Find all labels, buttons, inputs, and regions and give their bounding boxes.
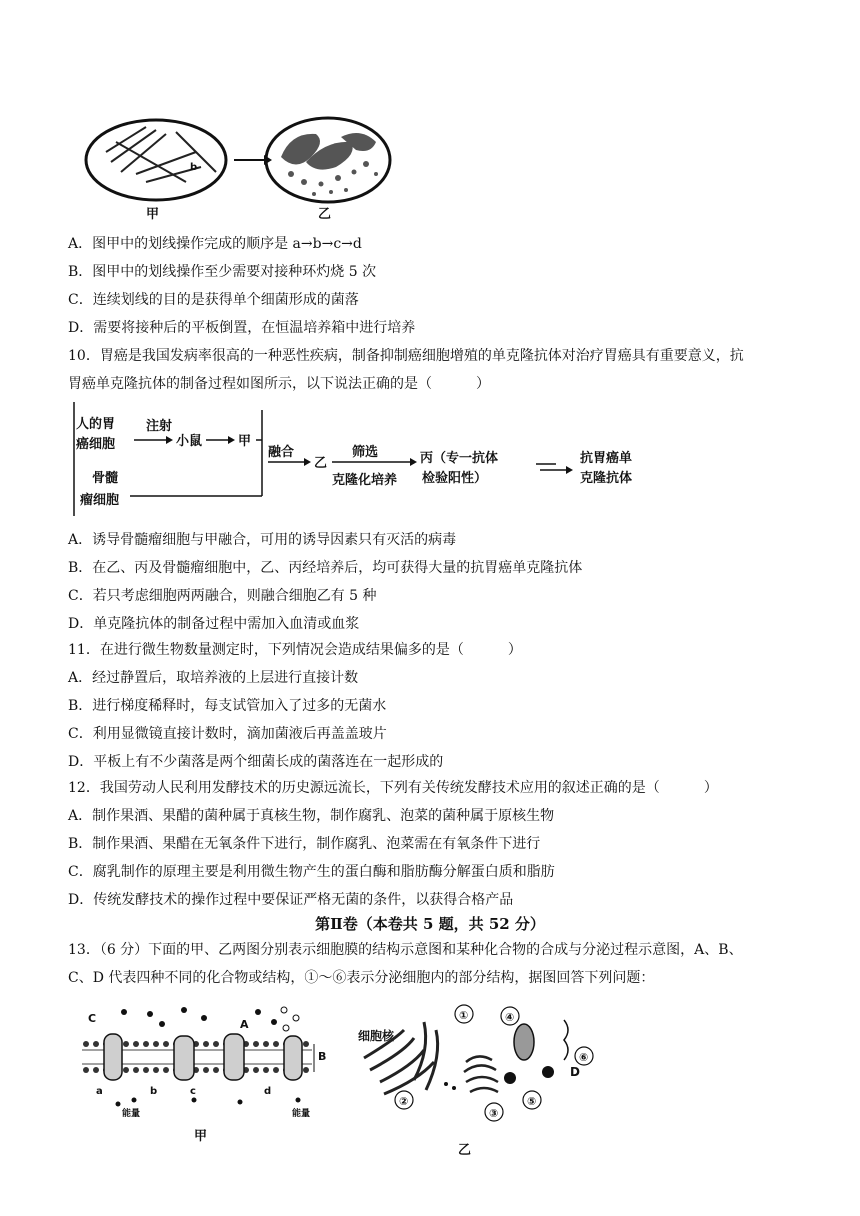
- flow-myeloma-cell-2: 瘤细胞: [80, 493, 120, 508]
- flow-mouse: 小鼠: [176, 434, 203, 449]
- fig-label-6: ⑥: [579, 1051, 589, 1064]
- flow-jia: 甲: [238, 434, 252, 449]
- flow-gastric-cancer-cell: 人的胃: [76, 417, 116, 432]
- q10-option-c: C．若只考虑细胞两两融合，则融合细胞乙有 5 种: [68, 588, 377, 604]
- q11-option-d: D．平板上有不少菌落是两个细菌长成的菌落连在一起形成的: [68, 754, 444, 770]
- q10-option-d: D．单克隆抗体的制备过程中需加入血清或血浆: [68, 616, 360, 632]
- fig-label-yi: 乙: [458, 1143, 472, 1158]
- q10-option-b: B．在乙、丙及骨髓瘤细胞中，乙、丙经培养后，均可获得大量的抗胃癌单克隆抗体: [68, 560, 583, 576]
- q12-option-a: A．制作果酒、果醋的菌种属于真核生物，制作腐乳、泡菜的菌种属于原核生物: [68, 808, 555, 824]
- q11-option-b: B．进行梯度稀释时，每支试管加入了过多的无菌水: [68, 698, 387, 714]
- q12-option-c: C．腐乳制作的原理主要是利用微生物产生的蛋白酶和脂肪酶分解蛋白质和脂肪: [68, 864, 555, 880]
- streak-lines: [106, 127, 216, 182]
- flow-gastric-cancer-cell-2: 癌细胞: [76, 437, 116, 452]
- flow-screen: 筛选: [352, 445, 379, 460]
- q11-stem: [68, 640, 522, 660]
- membrane-jia: [82, 1007, 326, 1144]
- colony-blobs: [281, 133, 378, 196]
- q12-stem: [68, 778, 718, 798]
- fig-label-3: ③: [489, 1107, 499, 1120]
- q12-stem-text: 12．我国劳动人民利用发酵技术的历史源远流长，下列有关传统发酵技术应用的叙述正确的是（: [68, 780, 660, 796]
- flow-yi: 乙: [314, 456, 328, 471]
- q12-option-b: B．制作果酒、果醋在无氧条件下进行，制作腐乳、泡菜需在有氧条件下进行: [68, 836, 541, 852]
- fig-label-2: ②: [399, 1095, 409, 1108]
- flow-bing: 丙（专一抗体: [420, 451, 499, 466]
- flow-myeloma-cell: 骨髓: [92, 471, 119, 486]
- mitochondrion-shape: [514, 1024, 534, 1060]
- fig-label-B: B: [318, 1050, 327, 1063]
- flow-result-2: 克隆抗体: [580, 471, 633, 486]
- q10-stem-text: 胃癌单克隆抗体的制备过程如图所示，以下说法正确的是（: [68, 376, 432, 392]
- q11-option-a: A．经过静置后，取培养液的上层进行直接计数: [68, 670, 359, 686]
- fig-label-A: A: [240, 1018, 249, 1031]
- fig-label-4: ④: [505, 1011, 515, 1024]
- q9-figure: [76, 112, 396, 224]
- membrane-secretion-diagram: [74, 1000, 614, 1170]
- fig-label-jia: 甲: [194, 1129, 208, 1144]
- q9-option-b: B．图甲中的划线操作至少需要对接种环灼烧 5 次: [68, 264, 377, 280]
- q9-option-a: A．图甲中的划线操作完成的顺序是 a→b→c→d: [68, 236, 362, 252]
- antibody-flow-diagram: [70, 400, 670, 518]
- q11-stem-paren: ）: [507, 642, 522, 658]
- flow-fuse: 融合: [268, 445, 295, 460]
- label-jia: 甲: [146, 207, 160, 222]
- q13-stem-line1: 13．（6 分）下面的甲、乙两图分别表示细胞膜的结构示意图和某种化合物的合成与分泌过程示意图，A、B、: [68, 942, 743, 958]
- label-yi: 乙: [318, 207, 332, 222]
- secretory-cell-yi: [358, 1005, 593, 1158]
- fig-label-C: C: [88, 1012, 97, 1025]
- fig-label-d: d: [264, 1086, 272, 1097]
- flow-bing-2: 检验阳性）: [422, 471, 488, 486]
- q9-option-c: C．连续划线的目的是获得单个细菌形成的菌落: [68, 292, 359, 308]
- streak-plate-diagram: [76, 112, 396, 224]
- fig-label-nucleus: 细胞核: [358, 1029, 395, 1043]
- q10-stem-line2: [68, 374, 490, 394]
- q10-stem-paren: ）: [476, 376, 490, 392]
- q12-stem-paren: ）: [703, 780, 718, 796]
- q9-option-d: D．需要将接种后的平板倒置，在恒温培养箱中进行培养: [68, 320, 416, 336]
- fig-label-a: a: [96, 1086, 103, 1097]
- fig-label-D: D: [570, 1065, 580, 1079]
- q11-stem-text: 11．在进行微生物数量测定时，下列情况会造成结果偏多的是（: [68, 642, 464, 658]
- mark-b: b: [190, 162, 198, 173]
- flow-clone-culture: 克隆化培养: [332, 473, 398, 488]
- fig-label-5: ⑤: [527, 1095, 537, 1108]
- fig-label-1: ①: [459, 1009, 469, 1022]
- flow-result: 抗胃癌单: [580, 451, 633, 466]
- q12-option-d: D．传统发酵技术的操作过程中要保证严格无菌的条件，以获得合格产品: [68, 892, 514, 908]
- fig-label-energy-1: 能量: [122, 1109, 141, 1119]
- fig-label-energy-2: 能量: [292, 1109, 311, 1119]
- flow-inject: 注射: [146, 419, 173, 434]
- section-2-heading: 第Ⅱ卷（本卷共 5 题，共 52 分）: [315, 915, 545, 933]
- q13-figure: [74, 1000, 614, 1170]
- fig-label-c: c: [190, 1086, 196, 1097]
- q13-stem-line2: C、D 代表四种不同的化合物或结构，①～⑥表示分泌细胞内的部分结构，据图回答下列问题：: [68, 970, 655, 986]
- q10-flowchart: [70, 400, 670, 518]
- q10-option-a: A．诱导骨髓瘤细胞与甲融合，可用的诱导因素只有灭活的病毒: [68, 532, 457, 548]
- fig-label-b: b: [150, 1086, 158, 1097]
- q11-option-c: C．利用显微镜直接计数时，滴加菌液后再盖盖玻片: [68, 726, 387, 742]
- q10-stem-line1: 10．胃癌是我国发病率很高的一种恶性疾病，制备抑制癌细胞增殖的单克隆抗体对治疗胃癌具有重要意义，抗: [68, 348, 744, 364]
